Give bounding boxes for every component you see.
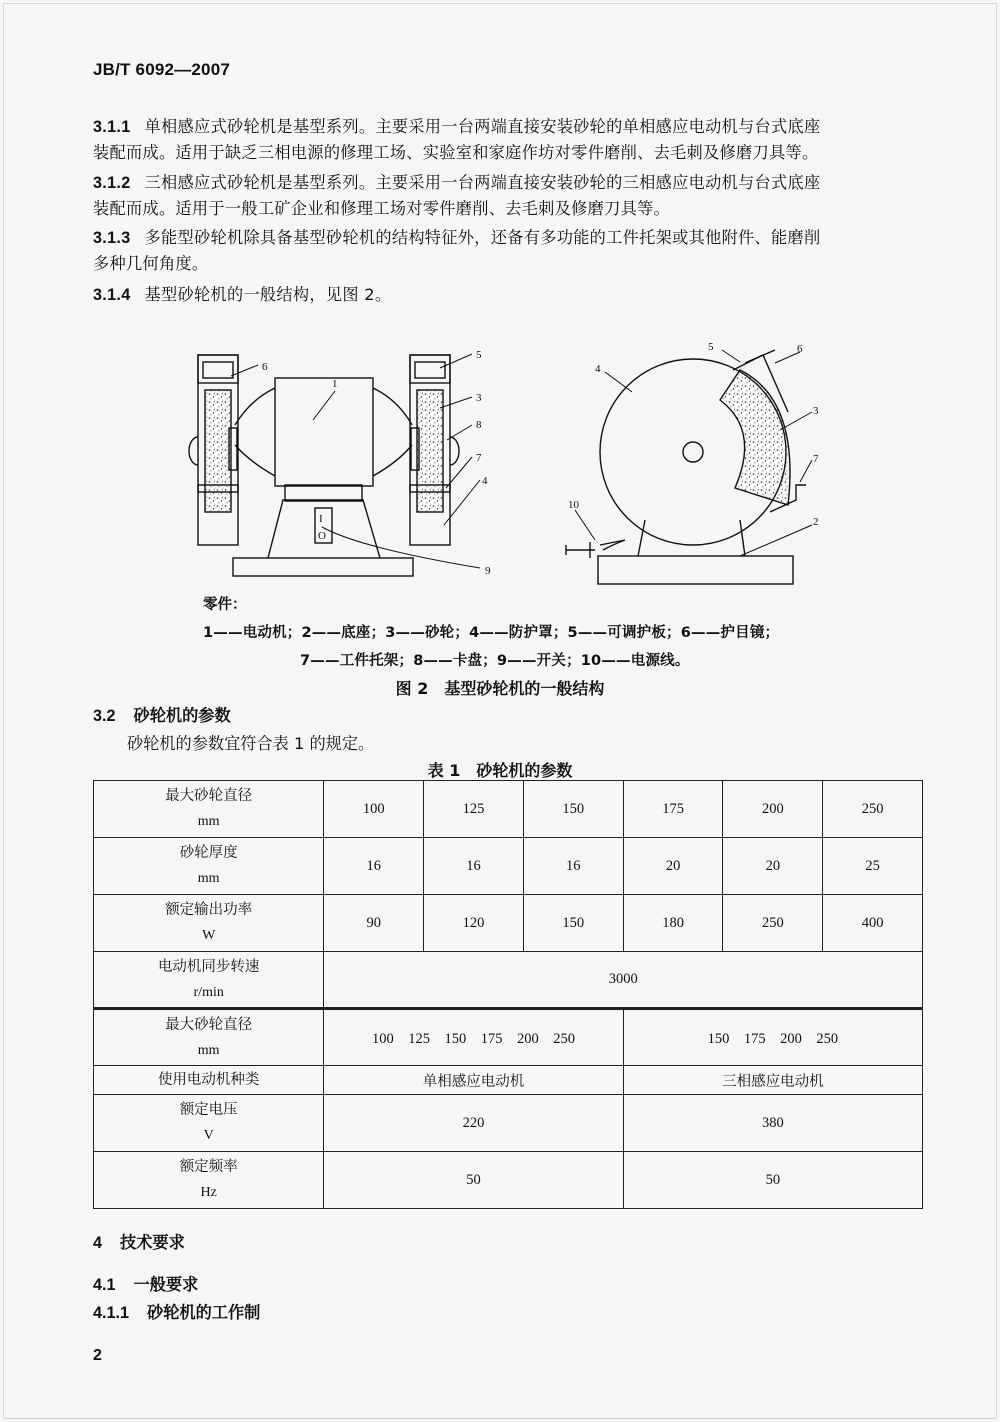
clause-text: 多能型砂轮机除具备基型砂轮机的结构特征外，还备有多功能的工件托架或其他附件、能磨削 — [144, 228, 821, 247]
row-label — [94, 838, 324, 895]
switch-on-mark: I — [319, 513, 323, 525]
table-cell: 16 — [523, 838, 623, 895]
table-cell: 25 — [823, 838, 923, 895]
figure-caption: 图 2 基型砂轮机的一般结构 — [395, 679, 605, 698]
clause-text: 多种几何角度。 — [93, 254, 209, 273]
row-label — [94, 952, 324, 1009]
table-cell: 175 — [623, 781, 723, 838]
row-label-text: 电动机同步转速 — [157, 958, 260, 975]
table-cell: 180 — [623, 895, 723, 952]
side-view — [566, 350, 812, 584]
row-label-text: 额定输出功率 — [165, 902, 253, 918]
table-cell: 100 125 150 175 200 250 — [324, 1009, 623, 1066]
clause-number: 3.1.4 — [93, 286, 131, 304]
section-title: 一般要求 — [133, 1275, 199, 1294]
section-heading-4 — [93, 1229, 185, 1253]
row-label-text: 额定频率 — [179, 1159, 238, 1175]
clause-text: 装配而成。适用于一般工矿企业和修理工场对零件磨削、去毛刺及修磨刀具等。 — [93, 199, 671, 218]
table-cell: 150 175 200 250 — [623, 1009, 922, 1066]
section-number: 4 — [93, 1234, 103, 1252]
row-unit: mm — [197, 871, 220, 886]
table-cell: 380 — [623, 1095, 922, 1152]
callout-2: 2 — [813, 516, 819, 528]
row-label — [94, 1152, 324, 1209]
clause-number: 3.1.3 — [93, 229, 131, 247]
callout-5: 5 — [476, 349, 482, 361]
table-cell: 400 — [823, 895, 923, 952]
switch-off-mark: O — [318, 530, 326, 542]
clause-text: 三相感应式砂轮机是基型系列。主要采用一台两端直接安装砂轮的三相感应电动机与台式底座 — [144, 173, 821, 192]
parts-list-line: 1——电动机；2——底座；3——砂轮；4——防护罩；5——可调护板；6——护目镜； — [203, 625, 780, 641]
callout-3: 3 — [476, 392, 482, 404]
table-cell: 20 — [623, 838, 723, 895]
table-row — [94, 781, 923, 838]
row-label — [94, 1066, 324, 1095]
table-cell: 三相感应电动机 — [623, 1066, 922, 1095]
row-label — [94, 1009, 324, 1066]
clause-line — [93, 170, 925, 196]
table-cell: 16 — [424, 838, 524, 895]
table-caption: 表 1 砂轮机的参数 — [427, 761, 573, 780]
callout-6-side: 6 — [797, 343, 803, 355]
table-cell: 单相感应电动机 — [324, 1066, 623, 1095]
clause-line — [93, 114, 925, 140]
row-unit: mm — [197, 814, 220, 829]
clause-3-1-2 — [93, 170, 925, 222]
row-label-text: 使用电动机种类 — [157, 1072, 260, 1088]
clause-text: 单相感应式砂轮机是基型系列。主要采用一台两端直接安装砂轮的单相感应电动机与台式底座 — [144, 117, 821, 136]
table-row — [94, 952, 923, 1009]
page-number: 2 — [93, 1347, 102, 1364]
row-unit: W — [202, 928, 216, 943]
callout-8: 8 — [476, 419, 482, 431]
section-number: 4.1.1 — [93, 1304, 130, 1322]
callout-4: 4 — [482, 475, 488, 487]
clause-3-1-1 — [93, 114, 925, 166]
clause-text: 基型砂轮机的一般结构，见图 2。 — [144, 285, 392, 304]
section-number: 4.1 — [93, 1276, 116, 1294]
table-cell: 16 — [324, 838, 424, 895]
table-cell: 150 — [523, 895, 623, 952]
table-cell: 250 — [723, 895, 823, 952]
table-cell: 120 — [424, 895, 524, 952]
table-row — [94, 1152, 923, 1209]
clause-number: 3.1.2 — [93, 174, 131, 192]
section-heading-3-2 — [93, 702, 231, 726]
table-row — [94, 1009, 923, 1066]
section-heading-4-1-1 — [93, 1299, 260, 1323]
clause-number: 3.1.1 — [93, 118, 131, 136]
row-label — [94, 781, 324, 838]
row-label-text: 最大砂轮直径 — [165, 788, 253, 804]
callout-3-side: 3 — [813, 405, 819, 417]
table-row — [94, 1066, 923, 1095]
table-cell: 200 — [723, 781, 823, 838]
parameters-table — [93, 780, 923, 1209]
row-unit: V — [203, 1128, 214, 1143]
table-row — [94, 1095, 923, 1152]
row-label — [94, 1095, 324, 1152]
parts-title: 零件： — [203, 597, 247, 613]
table-row — [94, 838, 923, 895]
table-cell: 20 — [723, 838, 823, 895]
row-label-text: 最大砂轮直径 — [165, 1016, 253, 1033]
table-cell: 90 — [324, 895, 424, 952]
row-label-text: 额定电压 — [179, 1102, 238, 1118]
grinder-structure-figure — [0, 330, 1000, 585]
clause-3-1-4 — [93, 282, 925, 308]
callout-5-side: 5 — [708, 341, 714, 353]
table-cell: 3000 — [324, 952, 923, 1009]
section-heading-4-1 — [93, 1271, 198, 1295]
clause-line — [93, 282, 925, 308]
section-title: 砂轮机的参数 — [133, 706, 231, 725]
section-title: 技术要求 — [120, 1233, 185, 1252]
table-cell: 50 — [623, 1152, 922, 1209]
table-cell: 220 — [324, 1095, 623, 1152]
callout-7: 7 — [476, 452, 482, 464]
section-text: 砂轮机的参数宜符合表 1 的规定。 — [127, 734, 375, 753]
clause-text: 装配而成。适用于缺乏三相电源的修理工场、实验室和家庭作坊对零件磨削、去毛刺及修磨刀具等。 — [93, 143, 819, 162]
row-unit: Hz — [200, 1185, 217, 1200]
table-cell: 150 — [523, 781, 623, 838]
callout-10: 10 — [568, 499, 579, 511]
callout-9: 9 — [485, 565, 491, 577]
callout-1: 1 — [332, 378, 338, 390]
callout-4-side: 4 — [595, 363, 601, 375]
row-label — [94, 895, 324, 952]
row-unit: mm — [197, 1042, 220, 1058]
row-unit: r/min — [193, 984, 224, 1000]
callout-6: 6 — [262, 361, 268, 373]
standard-number: JB/T 6092—2007 — [93, 60, 230, 79]
table-cell: 250 — [823, 781, 923, 838]
clause-line — [93, 225, 925, 251]
table-row — [94, 895, 923, 952]
section-number: 3.2 — [93, 707, 116, 725]
clause-3-1-3 — [93, 225, 925, 277]
table-cell: 50 — [324, 1152, 623, 1209]
table-cell: 100 — [324, 781, 424, 838]
row-label-text: 砂轮厚度 — [179, 845, 238, 861]
parts-list-line: 7——工件托架；8——卡盘；9——开关；10——电源线。 — [300, 653, 690, 669]
table-cell: 125 — [424, 781, 524, 838]
section-title: 砂轮机的工作制 — [147, 1303, 261, 1322]
callout-7-side: 7 — [813, 453, 819, 465]
